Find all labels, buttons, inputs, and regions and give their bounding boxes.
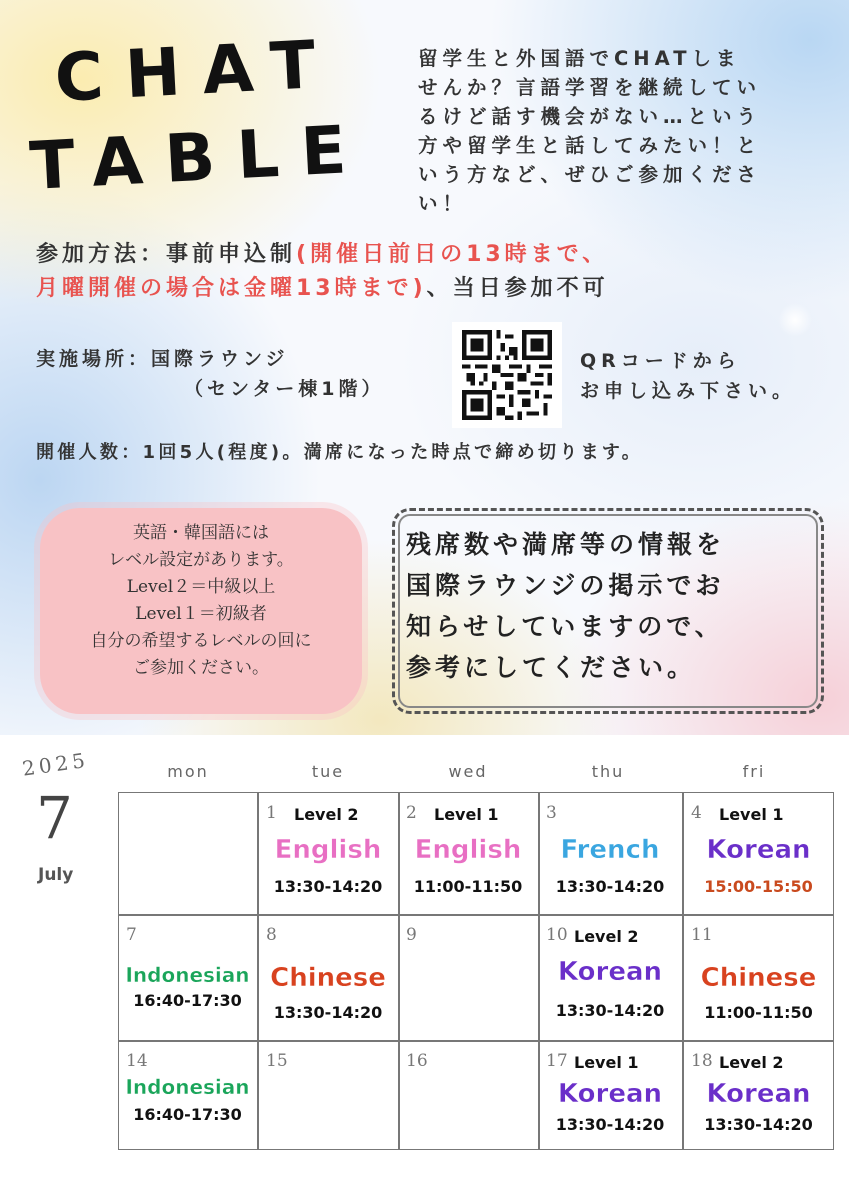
language-label: Indonesian — [125, 1075, 250, 1099]
language-label: Chinese — [270, 963, 386, 993]
weekday-mon: mon — [167, 762, 209, 781]
weekday-tue: tue — [311, 762, 345, 781]
day-number: 16 — [406, 1051, 428, 1071]
notice-line: 知らせしていますので、 — [406, 612, 724, 641]
day-number: 4 — [691, 803, 702, 823]
language-label: Chinese — [700, 963, 817, 993]
day-number: 15 — [266, 1051, 288, 1071]
intro-line: い！ — [418, 192, 468, 215]
qr-line: QRコードから — [580, 350, 741, 372]
weekday-wed: wed — [448, 762, 488, 781]
language-label: English — [274, 835, 382, 865]
language-label: Korean — [557, 1079, 663, 1109]
level-label: Level 2 — [719, 1053, 784, 1072]
level-note-line: レベル設定があります。 — [108, 550, 294, 570]
calendar-month-number: 7 — [36, 784, 73, 852]
day-number: 17 — [546, 1051, 568, 1071]
time-label: 13:30-14:20 — [273, 1003, 383, 1022]
notice-line: 参考にしてください。 — [406, 653, 697, 682]
language-label: French — [560, 835, 660, 865]
sparkle-decoration — [775, 300, 815, 340]
day-number: 9 — [406, 925, 417, 945]
qr-code-icon — [460, 330, 554, 420]
title-chat: CHAT — [52, 25, 340, 117]
day-number: 8 — [266, 925, 277, 945]
language-label: Korean — [706, 1079, 811, 1109]
time-label: 13:30-14:20 — [555, 877, 665, 896]
intro-line: 方や留学生と話してみたい！と — [418, 134, 762, 157]
level-note-line: Level２＝中級以上 — [126, 577, 276, 597]
grid-line — [118, 1040, 834, 1042]
level-note-line: 自分の希望するレベルの回に — [90, 631, 312, 651]
qr-instructions — [580, 346, 796, 406]
intro-line: 留学生と外国語でCHATしま — [418, 47, 741, 70]
weekday-thu: thu — [591, 762, 625, 781]
application-method — [36, 238, 609, 306]
howto-deadline-2: 月曜開催の場合は金曜13時まで) — [36, 276, 427, 301]
level-note-text — [40, 520, 362, 682]
level-label: Level 1 — [719, 805, 784, 824]
intro-line: るけど話す機会がない…という — [418, 105, 762, 128]
intro-line: いう方など、ぜひご参加くださ — [418, 163, 762, 186]
intro-line: せんか？言語学習を継続してい — [418, 76, 762, 99]
language-label: Korean — [557, 957, 663, 987]
qr-line: お申し込み下さい。 — [580, 380, 797, 402]
venue-line: 実施場所：国際ラウンジ — [36, 348, 289, 370]
day-number: 14 — [126, 1051, 148, 1071]
language-label: English — [414, 835, 522, 865]
grid-line — [118, 914, 834, 916]
level-label: Level 2 — [574, 927, 639, 946]
time-label: 11:00-11:50 — [413, 877, 523, 896]
level-label: Level 2 — [294, 805, 359, 824]
howto-deadline-1: (開催日前日の13時まで、 — [296, 242, 609, 267]
level-note-line: 英語・韓国語には — [133, 523, 269, 543]
level-label: Level 1 — [434, 805, 499, 824]
notice-line: 国際ラウンジの掲示でお — [406, 571, 725, 600]
venue-info — [36, 344, 384, 404]
time-label: 13:30-14:20 — [555, 1115, 665, 1134]
time-label: 13:30-14:20 — [555, 1001, 665, 1020]
day-number: 18 — [691, 1051, 713, 1071]
day-number: 11 — [691, 925, 713, 945]
calendar-year: 2025 — [20, 747, 91, 781]
howto-label: 参加方法：事前申込制 — [36, 242, 297, 267]
level-label: Level 1 — [574, 1053, 639, 1072]
language-label: Korean — [706, 835, 811, 865]
venue-line: （センター棟1階） — [184, 378, 385, 400]
title-table: TABLE — [27, 110, 370, 205]
time-label: 16:40-17:30 — [133, 1105, 242, 1124]
level-note-line: ご参加ください。 — [133, 658, 269, 678]
capacity-info: 開催人数：1回5人(程度)。満席になった時点で締め切ります。 — [36, 442, 644, 463]
day-number: 1 — [266, 803, 277, 823]
level-note-line: Level１＝初級者 — [135, 604, 267, 624]
notice-text — [406, 524, 826, 688]
day-number: 2 — [406, 803, 417, 823]
intro-text — [418, 44, 828, 218]
qr-code[interactable] — [452, 322, 562, 428]
day-number: 3 — [546, 803, 557, 823]
time-label: 13:30-14:20 — [704, 1115, 813, 1134]
howto-tail: 、当日参加不可 — [426, 276, 609, 301]
day-number: 7 — [126, 925, 137, 945]
language-label: Indonesian — [125, 963, 250, 987]
time-label: 15:00-15:50 — [704, 877, 813, 896]
time-label: 13:30-14:20 — [273, 877, 383, 896]
calendar-month-name: July — [38, 865, 74, 885]
time-label: 11:00-11:50 — [704, 1003, 813, 1022]
weekday-fri: fri — [742, 762, 766, 781]
notice-line: 残席数や満席等の情報を — [406, 530, 726, 559]
time-label: 16:40-17:30 — [133, 991, 242, 1010]
day-number: 10 — [546, 925, 568, 945]
